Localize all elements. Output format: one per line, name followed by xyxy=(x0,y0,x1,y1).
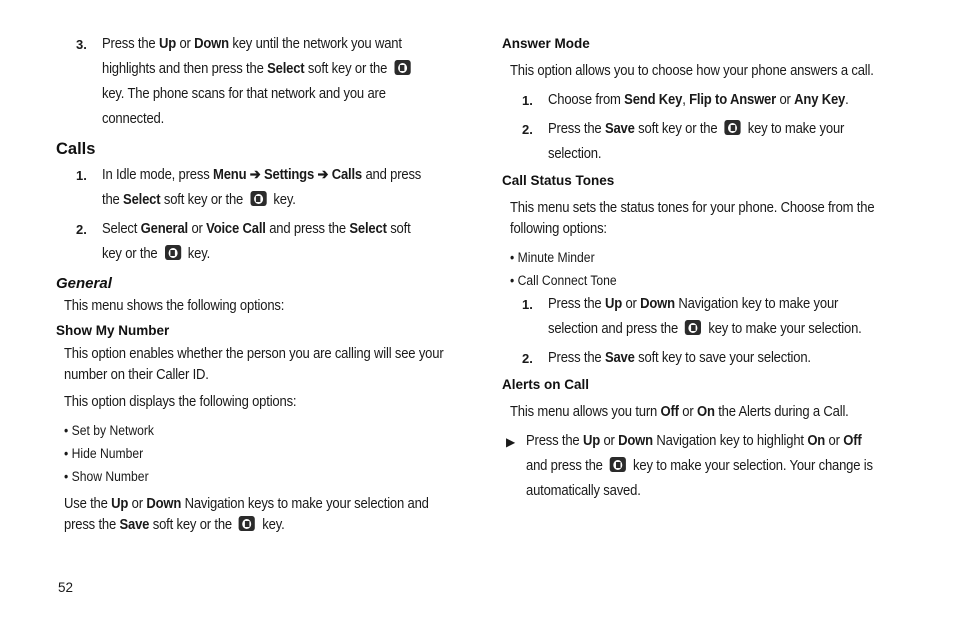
general-heading: General xyxy=(56,275,112,292)
call-status-step-2 xyxy=(502,346,922,371)
select-key-label: Select xyxy=(123,192,161,208)
calls-step-1 xyxy=(56,163,466,213)
save-key-label: Save xyxy=(119,517,150,533)
list-item: • Minute Minder xyxy=(510,250,595,265)
step-text: Press the Up or Down key until the network you want highlights and then press the Select soft key or the key. The phone scans for that network and you are connected. xyxy=(102,32,430,132)
on-label: On xyxy=(807,433,826,449)
step-text: In Idle mode, press Menu ➔ Settings ➔ Calls and press the Select soft key or the key. xyxy=(102,167,422,208)
settings-label: Settings xyxy=(264,167,315,183)
up-key-label: Up xyxy=(604,296,622,312)
list-item: • Call Connect Tone xyxy=(510,273,617,288)
step-text: Press the Up or Down Navigation key to make your selection and press the key to make your selection. xyxy=(548,296,862,337)
step-text: Choose from Send Key, Flip to Answer or Any Key. xyxy=(548,92,849,108)
smn-description: This option enables whether the person you are calling will see your number on their Caller ID. xyxy=(64,346,444,383)
general-description: This menu shows the following options: xyxy=(64,298,285,314)
menu-label: Menu xyxy=(213,167,247,183)
answer-mode-step-1 xyxy=(502,88,922,113)
ok-key-icon xyxy=(685,320,701,335)
ok-key-icon xyxy=(394,60,410,75)
select-key-label: Select xyxy=(267,61,305,77)
ok-key-icon xyxy=(250,191,266,206)
call-status-description: This menu sets the status tones for your phone. Choose from the following options: xyxy=(510,200,875,237)
ok-key-icon xyxy=(610,457,626,472)
answer-mode-heading: Answer Mode xyxy=(502,36,590,51)
save-key-label: Save xyxy=(604,350,635,366)
answer-mode-step-2 xyxy=(502,117,922,167)
save-key-label: Save xyxy=(604,121,635,137)
off-label: Off xyxy=(843,433,862,449)
step-3-network xyxy=(56,32,466,132)
alerts-step xyxy=(506,429,922,504)
step-number: 1. xyxy=(76,168,87,183)
calls-label: Calls xyxy=(331,167,363,183)
voice-call-label: Voice Call xyxy=(206,221,266,237)
smn-options-intro: This option displays the following options: xyxy=(64,394,297,410)
step-number: 3. xyxy=(76,37,87,52)
up-key-label: Up xyxy=(111,496,129,512)
up-key-label: Up xyxy=(158,36,176,52)
step-number: 1. xyxy=(522,297,533,312)
ok-key-icon xyxy=(239,516,255,531)
list-item: • Show Number xyxy=(64,469,149,484)
show-my-number-heading: Show My Number xyxy=(56,323,170,338)
calls-step-2 xyxy=(56,217,466,267)
smn-option-list xyxy=(56,419,466,488)
select-key-label: Select xyxy=(349,221,387,237)
list-item: • Set by Network xyxy=(64,423,155,438)
calls-heading: Calls xyxy=(56,140,96,158)
left-column xyxy=(56,32,466,542)
up-key-label: Up xyxy=(582,433,600,449)
step-text: Press the Up or Down Navigation key to highlight On or Off and press the key to make your selection. Your change is automatically saved. xyxy=(526,433,873,499)
ok-key-icon xyxy=(724,120,740,135)
right-column xyxy=(502,32,922,504)
list-item: • Hide Number xyxy=(64,446,144,461)
step-number: 2. xyxy=(522,351,533,366)
call-status-step-1 xyxy=(502,292,922,342)
off-label: Off xyxy=(660,404,679,420)
alerts-description: This menu allows you turn Off or On the Alerts during a Call. xyxy=(510,404,849,420)
ok-key-icon xyxy=(165,245,181,260)
smn-instructions: Use the Up or Down Navigation keys to make your selection and press the Save soft key or the key. xyxy=(64,496,429,533)
down-key-label: Down xyxy=(640,296,675,312)
on-label: On xyxy=(696,404,715,420)
down-key-label: Down xyxy=(146,496,182,512)
step-number: 1. xyxy=(522,93,533,108)
call-status-option-list xyxy=(502,246,922,292)
alerts-on-call-heading: Alerts on Call xyxy=(502,377,590,392)
down-key-label: Down xyxy=(194,36,229,52)
step-text: Select General or Voice Call and press the Select soft key or the key. xyxy=(102,221,411,262)
flip-to-answer-label: Flip to Answer xyxy=(689,92,777,108)
page-number: 52 xyxy=(58,580,74,595)
call-status-tones-heading: Call Status Tones xyxy=(502,173,615,188)
down-key-label: Down xyxy=(618,433,653,449)
any-key-label: Any Key xyxy=(794,92,846,108)
play-arrow-icon: ▶ xyxy=(506,435,516,449)
step-number: 2. xyxy=(76,222,87,237)
step-number: 2. xyxy=(522,122,533,137)
answer-mode-description: This option allows you to choose how your phone answers a call. xyxy=(510,63,874,79)
general-label: General xyxy=(140,221,188,237)
send-key-label: Send Key xyxy=(624,92,683,108)
step-text: Press the Save soft key to save your selection. xyxy=(548,350,811,366)
step-text: Press the Save soft key or the key to make your selection. xyxy=(548,121,845,162)
